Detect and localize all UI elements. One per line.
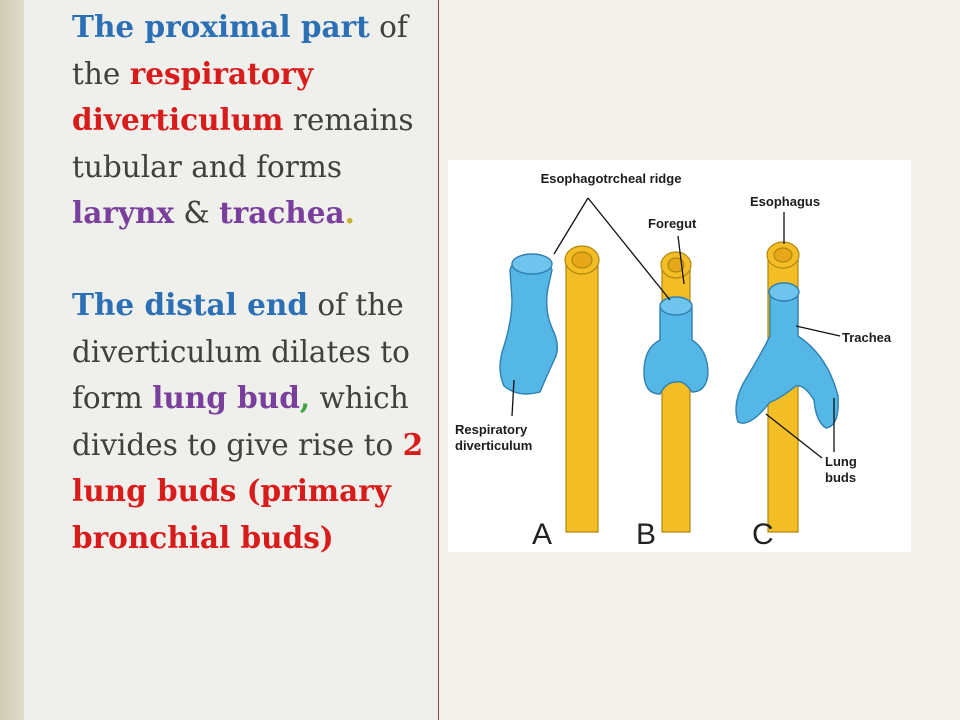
term-proximal-part: The proximal part	[72, 9, 370, 44]
label-lung-buds: Lung buds	[825, 454, 857, 485]
text-segment: remains tubular and forms	[72, 103, 414, 184]
term-larynx: larynx	[72, 195, 175, 230]
bullet-1-text	[72, 4, 432, 237]
term-trachea: trachea	[219, 195, 345, 230]
term-2-lung-buds: 2 lung buds (primary bronchial buds)	[72, 426, 424, 555]
label-esophagotracheal-ridge: Esophagotrcheal ridge	[540, 171, 682, 186]
term-lung-bud: lung bud	[152, 380, 300, 415]
term-respiratory-diverticulum: respiratory diverticulum	[72, 55, 314, 137]
label-respiratory-diverticulum: Respiratory diverticulum	[455, 422, 533, 453]
text-segment: of the diverticulum dilates to form	[72, 288, 410, 415]
panel-a-respiratory-diverticulum	[500, 256, 557, 394]
bullet-2-text	[72, 282, 432, 561]
text-segment: of the	[72, 10, 408, 91]
text-segment: ,	[299, 380, 311, 415]
slide-left-border	[0, 0, 24, 720]
panel-label-a: A	[532, 518, 553, 551]
label-esophagus: Esophagus	[750, 194, 821, 209]
text-segment: .	[344, 195, 355, 230]
panel-label-c: C	[752, 518, 774, 551]
text-segment: which divides to give rise to	[72, 381, 409, 462]
panel-a-esophagus	[566, 260, 598, 532]
label-foregut: Foregut	[648, 216, 697, 231]
ridge-pointer-b	[588, 198, 670, 300]
panel-label-b: B	[636, 518, 657, 551]
term-distal-end: The distal end	[72, 287, 308, 322]
text-segment: &	[174, 196, 220, 230]
trachea-pointer	[796, 326, 840, 336]
diagram-figure	[448, 160, 911, 552]
panel-b-lung-bud	[644, 308, 708, 394]
label-trachea: Trachea	[842, 330, 892, 345]
